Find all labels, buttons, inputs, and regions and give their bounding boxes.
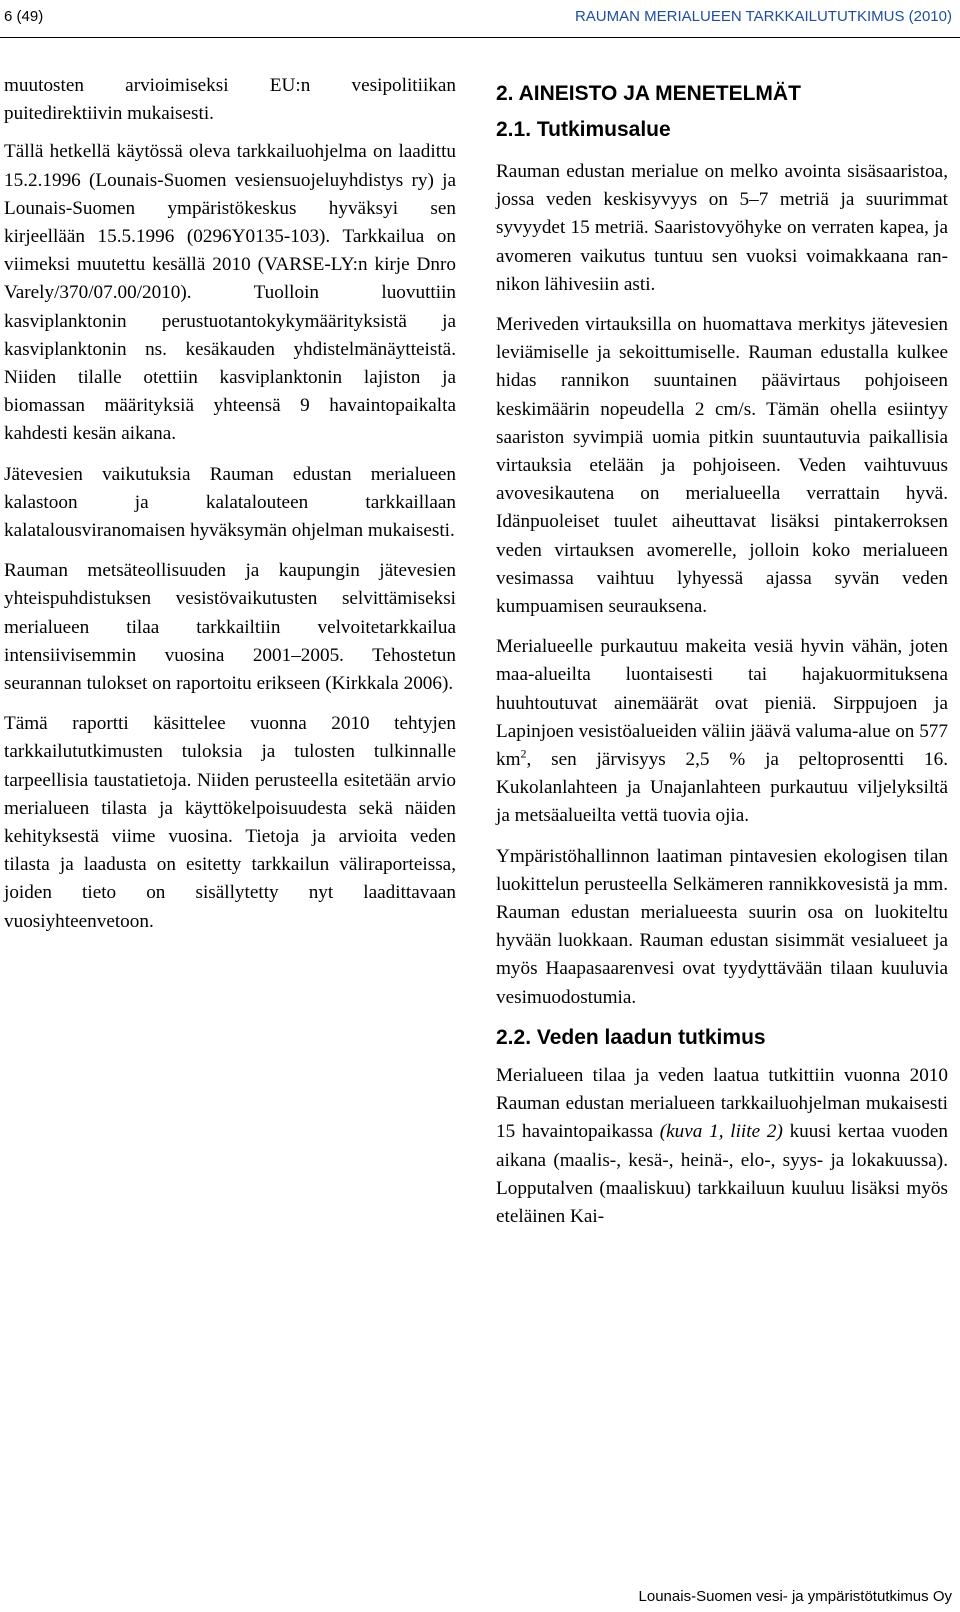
figure-reference: (kuva 1, liite 2): [659, 1121, 783, 1143]
report-title: RAUMAN MERIALUEEN TARKKAILUTUTKIMUS (2010): [574, 8, 952, 25]
page-footer: Lounais-Suomen vesi- ja ympäristötutkimus Oy: [638, 1588, 952, 1605]
header-divider: [0, 37, 960, 38]
right-column: [496, 80, 948, 1243]
paragraph: Tällä hetkellä käytössä oleva tarkkailuohjelma on laadittu 15.2.1996 (Lounais-Suomen vesiensuojeluyhdistys ry) ja Lounais-Suomen ympäristökeskus hyväksyi sen kirjeellään 15.5.1996 (0296Y0135-103). Tarkkailua on viimeksi muutettu kesällä 2010 (VARSE-LY:n kirje Dnro Varely/370/07.00/2010). Tuolloin luovuttiin kasviplanktonin perustuotantokykymäärityksistä ja kasviplanktonin ns. kesäkauden yhdistelmänäytteistä. Niiden tilalle otettiin kasviplanktonin lajiston ja biomassan määrityksiä yhteensä 9 havaintopaikalta kahdesti kesän aikana.: [4, 141, 456, 445]
paragraph: Rauman edustan merialue on melko avointa sisäsaaristoa, jossa veden keskisyvyys on 5–7 metriä ja suurimmat syvyydet 15 metriä. Saaristovyöhyke on verraten kapea, ja avomeren vaikutus tuntuu sen vuoksi voimakkaana rannikon lähivesiin asti.: [496, 161, 948, 295]
superscript: 2: [520, 746, 527, 761]
paragraph-text: kuusi kertaa vuoden aikana (maalis-, kesä-, heinä-, elo-, syys- ja lokakuussa). Lopputalven (maaliskuu) tarkkailuun kuuluu lisäksi myös eteläinen Kai-: [496, 1121, 948, 1227]
paragraph-text: Merialueelle purkautuu makeita vesiä hyvin vähän, joten maa-alueilta luontaisesti tai hajakuormituksena huuhtoutuvat ainemäärät ovat pieniä. Sirppujoen ja Lapinjoen vesistöalueiden väliin jäävä valuma-alue on 577 km: [496, 636, 948, 771]
paragraph: muutosten arvioimiseksi EU:n vesipolitiikan puitedirektiivin mukaisesti.: [4, 75, 456, 125]
section-heading: 2. AINEISTO JA MENETELMÄT: [496, 82, 801, 105]
paragraph-text: , sen järvisyys 2,5 % ja peltoprosentti 16. Kukolanlahteen ja Unajanlahteen purkautuu viljelyksiltä ja metsäalueilta vettä tuovia ojia.: [496, 749, 948, 827]
paragraph: [496, 1062, 948, 1231]
page-number: 6 (49): [4, 8, 44, 25]
subsection-heading: 2.1. Tutkimusalue: [496, 118, 671, 141]
paragraph-text: Merialueen tilaa ja veden laatua tutkittiin vuonna 2010 Rauman edustan merialueen tarkkailuohjelman mukaisesti 15 havaintopaikassa: [496, 1064, 948, 1143]
paragraph: Jätevesien vaikutuksia Rauman edustan merialueen kalastoon ja kalatalouteen tarkkaillaan kalatalousviranomaisen hyväksymän ohjelman mukaisesti.: [4, 463, 456, 542]
paragraph: Meriveden virtauksilla on huomattava merkitys jätevesien leviämiselle ja sekoittumiselle. Rauman edustalla kulkee hidas rannikon suuntainen päävirtaus pohjoiseen keskimäärin nopeudella 2 cm/s. Tämän ohella esiintyy saariston syvimpiä uomia pitkin suuntautuvia paikallisia virtauksia etelään ja pohjoiseen. Veden vaihtuvuus avovesikautena on merialueella verrattain hyvä. Idänpuoleiset tuulet aiheuttavat lisäksi pintakerroksen veden virtauksen avomerelle, jolloin koko merialueen vesimassa vaihtuu lyhyessä ajassa syvän veden kumpuamisen seurauksena.: [496, 314, 948, 618]
paragraph: Ympäristöhallinnon laatiman pintavesien ekologisen tilan luokittelun perusteella Selkämeren rannikkovesistä ja mm. Rauman edustan merialueesta suurin osa on luokiteltu hyvään luokkaan. Rauman edustan sisimmät vesialueet ja myös Haapasaarenvesi ovat tyydyttävään tilaan kuuluvia vesimuodostumia.: [496, 845, 948, 1008]
paragraph: [496, 633, 948, 830]
paragraph: Tämä raportti käsittelee vuonna 2010 tehtyjen tarkkailututkimusten tuloksia ja tulosten tulkinnalle tarpeellisia taustatietoja. Niiden perusteella esitetään arvio merialueen tilasta ja käyttökelpoisuudesta sekä näiden kehityksestä viime vuosina. Tietoja ja arvioita veden tilasta ja laadusta on esitetty tarkkailun väliraporteissa, joiden tieto on sisällytetty nyt laadittavaan vuosiyhteenvetoon.: [4, 713, 456, 932]
left-column: [4, 72, 456, 948]
subsection-heading: 2.2. Veden laadun tutkimus: [496, 1025, 766, 1049]
paragraph: Rauman metsäteollisuuden ja kaupungin jätevesien yhteispuhdistuksen vesistövaikutusten selvittämiseksi merialueen tilaa tarkkailtiin velvoitetarkkailua intensiivisemmin vuosina 2001–2005. Tehostetun seurannan tulokset on raportoitu erikseen (Kirkkala 2006).: [4, 560, 456, 695]
page-header: [0, 8, 960, 38]
